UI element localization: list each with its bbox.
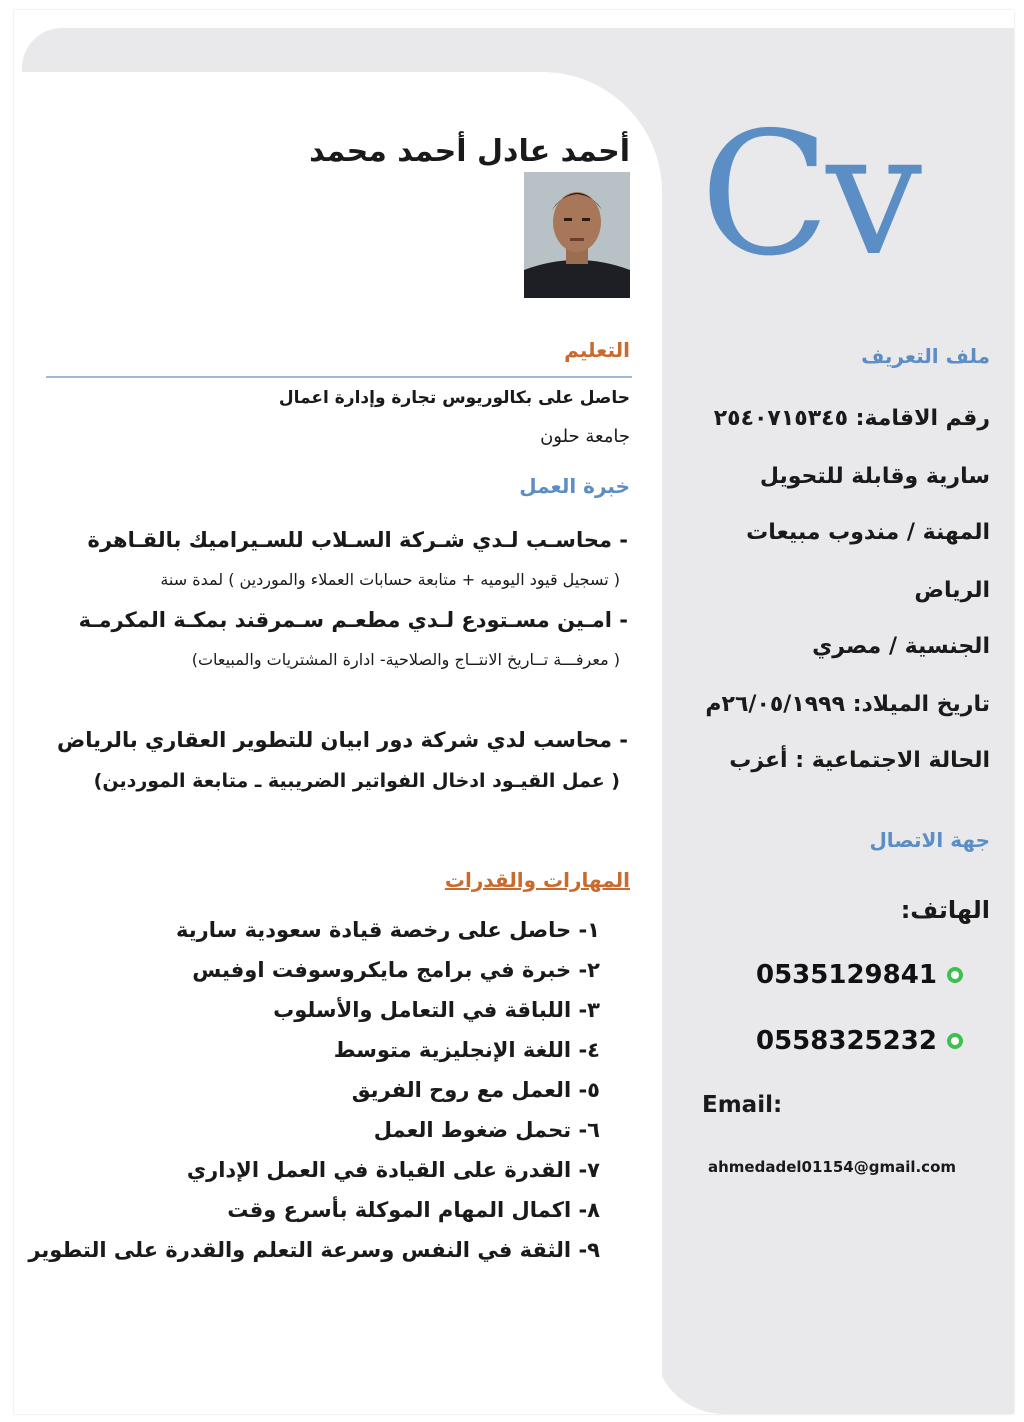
profile-transferable: سارية وقابلة للتحويل bbox=[759, 464, 990, 489]
experience-item-1: - محاسـب لـدي شـركة السـلاب للسـيراميك بالقـاهرة bbox=[87, 528, 628, 552]
skills-list bbox=[28, 914, 600, 1274]
experience-item-3: - محاسب لدي شركة دور ابيان للتطوير العقاري بالرياض bbox=[56, 728, 628, 752]
skills-title: المهارات والقدرات bbox=[444, 868, 630, 892]
phone-1-row bbox=[756, 960, 963, 990]
skill-item: ٦- تحمل ضغوط العمل bbox=[373, 1118, 600, 1142]
email-label: Email: bbox=[702, 1092, 783, 1118]
skill-item: ٢- خبرة في برامج مايكروسوفت اوفيس bbox=[192, 958, 600, 982]
phone-1[interactable]: 0535129841 bbox=[756, 960, 937, 990]
education-title: التعليم bbox=[564, 338, 630, 362]
profile-birth-date: تاريخ الميلاد: ٢٦/٠٥/١٩٩٩م bbox=[705, 692, 990, 717]
education-degree: حاصل على بكالوريوس تجارة وإدارة اعمال bbox=[278, 388, 630, 408]
cv-logo: Cv bbox=[700, 96, 919, 294]
phone-2-row bbox=[756, 1026, 963, 1056]
experience-item-1-detail: ( تسجيل قيود اليوميه + متابعة حسابات العملاء والموردين ) لمدة سنة bbox=[160, 570, 620, 589]
whatsapp-icon bbox=[947, 1033, 963, 1049]
skill-item: ٥- العمل مع روح الفريق bbox=[351, 1078, 600, 1102]
education-university: جامعة حلون bbox=[540, 426, 630, 447]
profile-nationality: الجنسية / مصري bbox=[812, 634, 990, 659]
skill-item: ٩- الثقة في النفس وسرعة التعلم والقدرة على التطوير bbox=[28, 1238, 600, 1262]
person-name: أحمد عادل أحمد محمد bbox=[309, 134, 630, 169]
profile-photo bbox=[524, 172, 630, 298]
contact-title: جهة الاتصال bbox=[869, 828, 990, 852]
skill-item: ٨- اكمال المهام الموكلة بأسرع وقت bbox=[227, 1198, 600, 1222]
experience-item-2: - امـين مسـتودع لـدي مطعـم سـمرقند بمكـة المكرمـة bbox=[78, 608, 628, 632]
education-divider bbox=[46, 376, 632, 378]
profile-profession: المهنة / مندوب مبيعات bbox=[746, 520, 990, 545]
profile-iqama: رقم الاقامة: ٢٥٤٠٧١٥٣٤٥ bbox=[713, 406, 990, 431]
whatsapp-icon bbox=[947, 967, 963, 983]
experience-item-2-detail: ( معرفـــة تــاريخ الانتــاج والصلاحية- ادارة المشتريات والمبيعات) bbox=[191, 650, 620, 669]
profile-marital-status: الحالة الاجتماعية : أعزب bbox=[729, 748, 990, 773]
phone-label: الهاتف: bbox=[900, 896, 990, 924]
phone-2[interactable]: 0558325232 bbox=[756, 1026, 937, 1056]
profile-title: ملف التعريف bbox=[861, 344, 990, 368]
profile-city: الرياض bbox=[914, 578, 990, 603]
email-address[interactable]: ahmedadel01154@gmail.com bbox=[708, 1158, 956, 1176]
skill-item: ٧- القدرة على القيادة في العمل الإداري bbox=[186, 1158, 600, 1182]
skill-item: ١- حاصل على رخصة قيادة سعودية سارية bbox=[176, 918, 600, 942]
skill-item: ٣- اللباقة في التعامل والأسلوب bbox=[273, 998, 600, 1022]
experience-title: خبرة العمل bbox=[519, 474, 630, 498]
person-photo-icon bbox=[524, 172, 630, 298]
skill-item: ٤- اللغة الإنجليزية متوسط bbox=[333, 1038, 600, 1062]
experience-item-3-detail: ( عمل القيـود ادخال الفواتير الضريبية ـ متابعة الموردين) bbox=[93, 770, 620, 792]
